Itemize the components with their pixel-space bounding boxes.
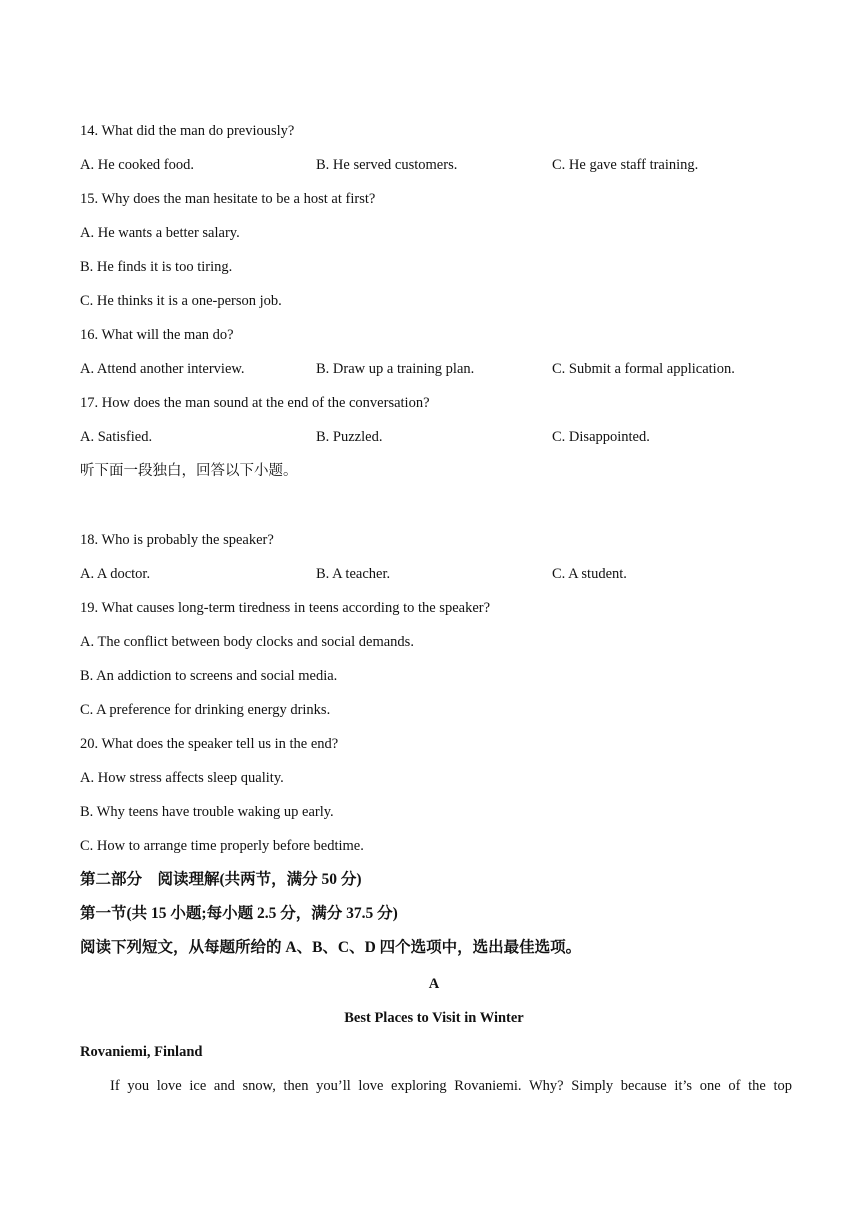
question-20-option-c: C. How to arrange time properly before bedtime. <box>80 838 364 854</box>
question-15-stem: 15. Why does the man hesitate to be a host at first? <box>80 191 376 207</box>
question-18-option-c: C. A student. <box>552 566 627 582</box>
question-17-option-c: C. Disappointed. <box>552 429 650 445</box>
passage-title: Best Places to Visit in Winter <box>344 1010 524 1026</box>
question-14-option-c: C. He gave staff training. <box>552 157 699 173</box>
question-15-option-b: B. He finds it is too tiring. <box>80 259 233 275</box>
question-20-stem: 20. What does the speaker tell us in the end? <box>80 736 339 752</box>
passage-letter: A <box>428 976 440 992</box>
question-14-stem: 14. What did the man do previously? <box>80 123 295 139</box>
question-18-option-b: B. A teacher. <box>316 566 391 582</box>
question-20-option-b: B. Why teens have trouble waking up early. <box>80 804 334 820</box>
section1-heading: 第一节(共 15 小题;每小题 2.5 分，满分 37.5 分) <box>80 905 398 922</box>
question-16-option-b: B. Draw up a training plan. <box>316 361 475 377</box>
question-14-option-a: A. He cooked food. <box>80 157 194 173</box>
passage-paragraph: If you love ice and snow, then you’ll love exploring Rovaniemi. Why? Simply because it’s one of the top <box>110 1078 792 1094</box>
question-18-stem: 18. Who is probably the speaker? <box>80 532 274 548</box>
question-15-option-a: A. He wants a better salary. <box>80 225 240 241</box>
question-16-stem: 16. What will the man do? <box>80 327 234 343</box>
question-19-option-b: B. An addiction to screens and social media. <box>80 668 338 684</box>
question-17-option-a: A. Satisfied. <box>80 429 153 445</box>
question-17-option-b: B. Puzzled. <box>316 429 383 445</box>
passage-subheading: Rovaniemi, Finland <box>80 1044 203 1060</box>
question-19-option-a: A. The conflict between body clocks and social demands. <box>80 634 414 650</box>
question-16-option-a: A. Attend another interview. <box>80 361 245 377</box>
question-20-option-a: A. How stress affects sleep quality. <box>80 770 284 786</box>
question-16-option-c: C. Submit a formal application. <box>552 361 735 377</box>
question-17-stem: 17. How does the man sound at the end of the conversation? <box>80 395 430 411</box>
question-19-option-c: C. A preference for drinking energy drinks. <box>80 702 331 718</box>
part2-heading: 第二部分 阅读理解(共两节，满分 50 分) <box>80 871 362 888</box>
question-15-option-c: C. He thinks it is a one-person job. <box>80 293 282 309</box>
monologue-instruction: 听下面一段独白，回答以下小题。 <box>80 463 298 479</box>
question-19-stem: 19. What causes long-term tiredness in teens according to the speaker? <box>80 600 491 616</box>
question-14-option-b: B. He served customers. <box>316 157 458 173</box>
question-18-option-a: A. A doctor. <box>80 566 151 582</box>
reading-instruction: 阅读下列短文，从每题所给的 A、B、C、D 四个选项中，选出最佳选项。 <box>80 939 582 956</box>
